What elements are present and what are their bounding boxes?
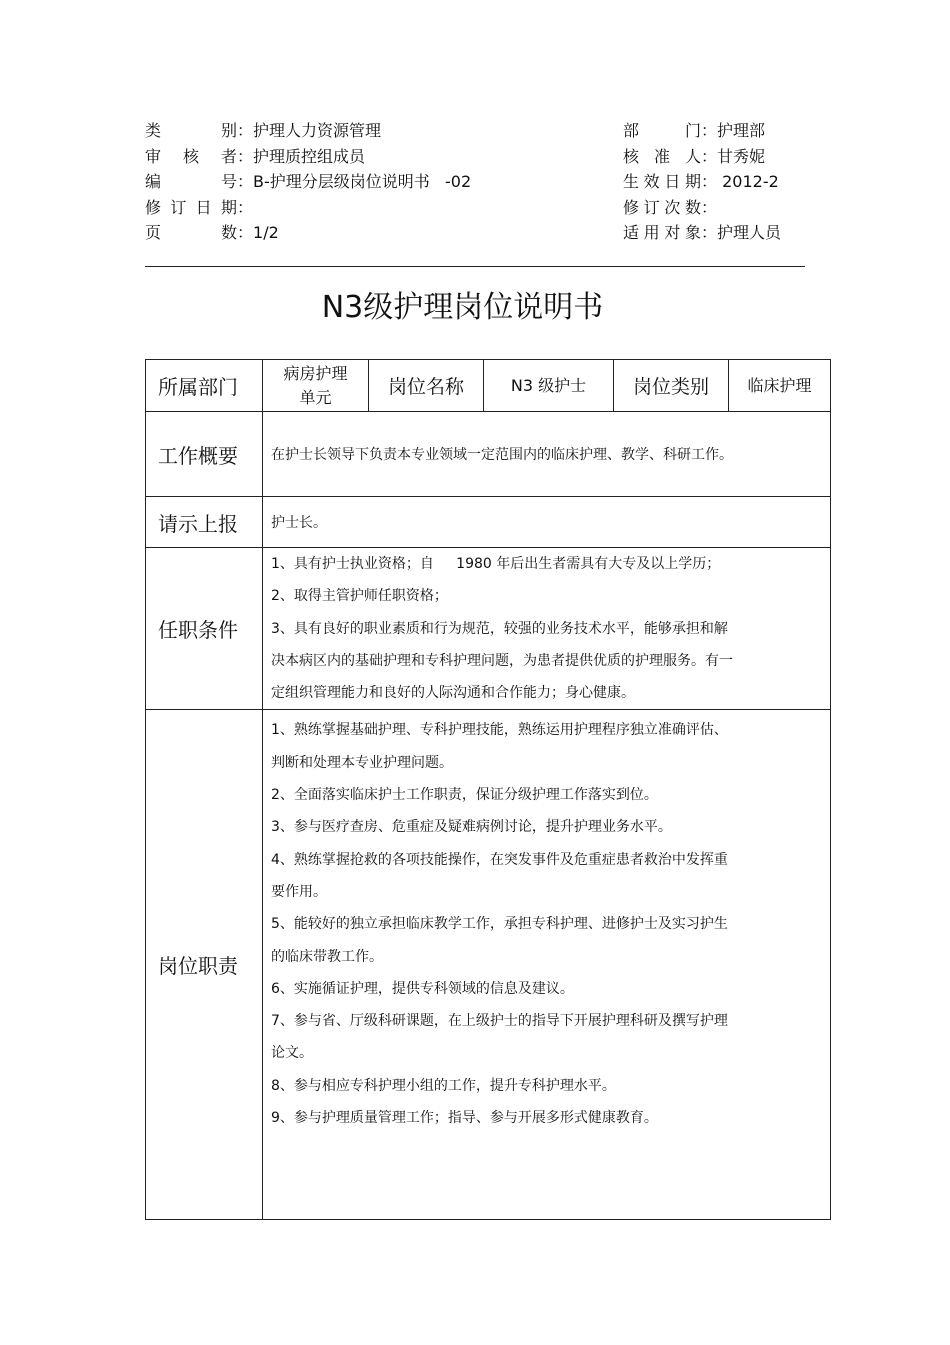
- qualification-line: 决本病区内的基础护理和专科护理问题，为患者提供优质的护理服务。有一: [271, 652, 733, 669]
- approver-value: 甘秀妮: [717, 146, 766, 166]
- report-row: [146, 497, 831, 548]
- duty-line: 的临床带教工作。: [271, 948, 383, 965]
- page-title: N3级护理岗位说明书: [321, 290, 604, 325]
- department-label: 部门: [623, 121, 701, 140]
- header-effective-date: 生效日期 ： 2012-2: [623, 169, 781, 195]
- category-label: 类别: [145, 121, 237, 140]
- duties-label-cell: 岗位职责: [146, 710, 263, 1220]
- header-revision-date: 修订日期 ：: [145, 195, 471, 221]
- duty-line: 1、熟练掌握基础护理、专科护理技能，熟练运用护理程序独立准确评估、: [271, 722, 728, 739]
- position-type-label-cell: 岗位类别: [614, 360, 729, 412]
- effective-date-value: 2012-2: [717, 172, 779, 191]
- duties-value-cell: [263, 710, 831, 1220]
- duty-line: 2、全面落实临床护士工作职责，保证分级护理工作落实到位。: [271, 787, 658, 804]
- audience-label: 适用对象: [623, 223, 701, 242]
- duty-line: 4、熟练掌握抢救的各项技能操作，在突发事件及危重症患者救治中发挥重: [271, 851, 728, 868]
- position-name-label-cell: 岗位名称: [369, 360, 484, 412]
- header-approver: 核准人 ： 甘秀妮: [623, 144, 781, 170]
- revision-date-label: 修订日期: [145, 197, 237, 217]
- qualifications-value-cell: [263, 548, 831, 710]
- number-value: B-护理分层级岗位说明书 -02: [253, 172, 472, 191]
- header-reviewer: 审核者 ： 护理质控组成员: [145, 144, 471, 170]
- pages-value: 1/2: [253, 223, 279, 242]
- duty-line: 5、能较好的独立承担临床教学工作，承担专科护理、进修护士及实习护生: [271, 916, 728, 933]
- duties-row: [146, 710, 831, 1220]
- header-pages: 页数 ： 1/2: [145, 220, 471, 246]
- header-right: [623, 118, 781, 246]
- qualification-line: 3、具有良好的职业素质和行为规范，较强的业务技术水平，能够承担和解: [271, 620, 728, 637]
- header-number: 编号 ： B-护理分层级岗位说明书 -02: [145, 169, 471, 195]
- qualifications-label-cell: 任职条件: [146, 548, 263, 710]
- header-divider: [145, 266, 805, 267]
- dept-label-cell: 所属部门: [146, 360, 263, 412]
- department-value: 护理部: [717, 121, 766, 140]
- position-type-value-cell: 临床护理: [729, 360, 831, 412]
- job-description-table: [145, 359, 831, 1220]
- qualification-line: 1、具有护士执业资格；自 1980 年后出生者需具有大专及以上学历；: [271, 556, 721, 572]
- duty-line: 9、参与护理质量管理工作；指导、参与开展多形式健康教育。: [271, 1110, 658, 1127]
- approver-label: 核准人: [623, 146, 701, 166]
- pages-label: 页数: [145, 223, 237, 242]
- effective-date-label: 生效日期: [623, 172, 701, 191]
- position-name-value-cell: N3 级护士: [484, 360, 614, 412]
- summary-row: [146, 412, 831, 497]
- dept-value-cell: 病房护理单元: [263, 360, 369, 412]
- duty-line: 判断和处理本专业护理问题。: [271, 754, 453, 771]
- duty-line: 8、参与相应专科护理小组的工作，提升专科护理水平。: [271, 1077, 616, 1094]
- duty-line: 3、参与医疗查房、危重症及疑难病例讨论，提升护理业务水平。: [271, 819, 672, 836]
- summary-value-cell: 在护士长领导下负责本专业领域一定范围内的临床护理、教学、科研工作。: [263, 412, 831, 497]
- header-row: [146, 360, 831, 412]
- qualification-line: 定组织管理能力和良好的人际沟通和合作能力；身心健康。: [271, 685, 635, 702]
- summary-label-cell: 工作概要: [146, 412, 263, 497]
- header-audience: 适用对象 ： 护理人员: [623, 220, 781, 246]
- qualifications-row: [146, 548, 831, 710]
- number-label: 编号: [145, 172, 237, 191]
- header-department: 部门 ： 护理部: [623, 118, 781, 144]
- report-label-cell: 请示上报: [146, 497, 263, 548]
- duty-line: 7、参与省、厅级科研课题，在上级护士的指导下开展护理科研及撰写护理: [271, 1013, 728, 1030]
- header-category: 类别 ： 护理人力资源管理: [145, 118, 471, 144]
- duty-line: 6、实施循证护理，提供专科领域的信息及建议。: [271, 980, 574, 997]
- qualification-line: 2、取得主管护师任职资格；: [271, 588, 448, 605]
- duty-line: 论文。: [271, 1045, 313, 1062]
- header-left: [145, 118, 471, 246]
- report-value-cell: 护士长。: [263, 497, 831, 548]
- duty-line: 要作用。: [271, 883, 327, 900]
- revision-count-label: 修订次数: [623, 197, 701, 217]
- reviewer-value: 护理质控组成员: [253, 146, 366, 166]
- audience-value: 护理人员: [717, 223, 782, 242]
- reviewer-label: 审核者: [145, 146, 237, 166]
- header-revision-count: 修订次数 ：: [623, 195, 781, 221]
- category-value: 护理人力资源管理: [253, 121, 382, 140]
